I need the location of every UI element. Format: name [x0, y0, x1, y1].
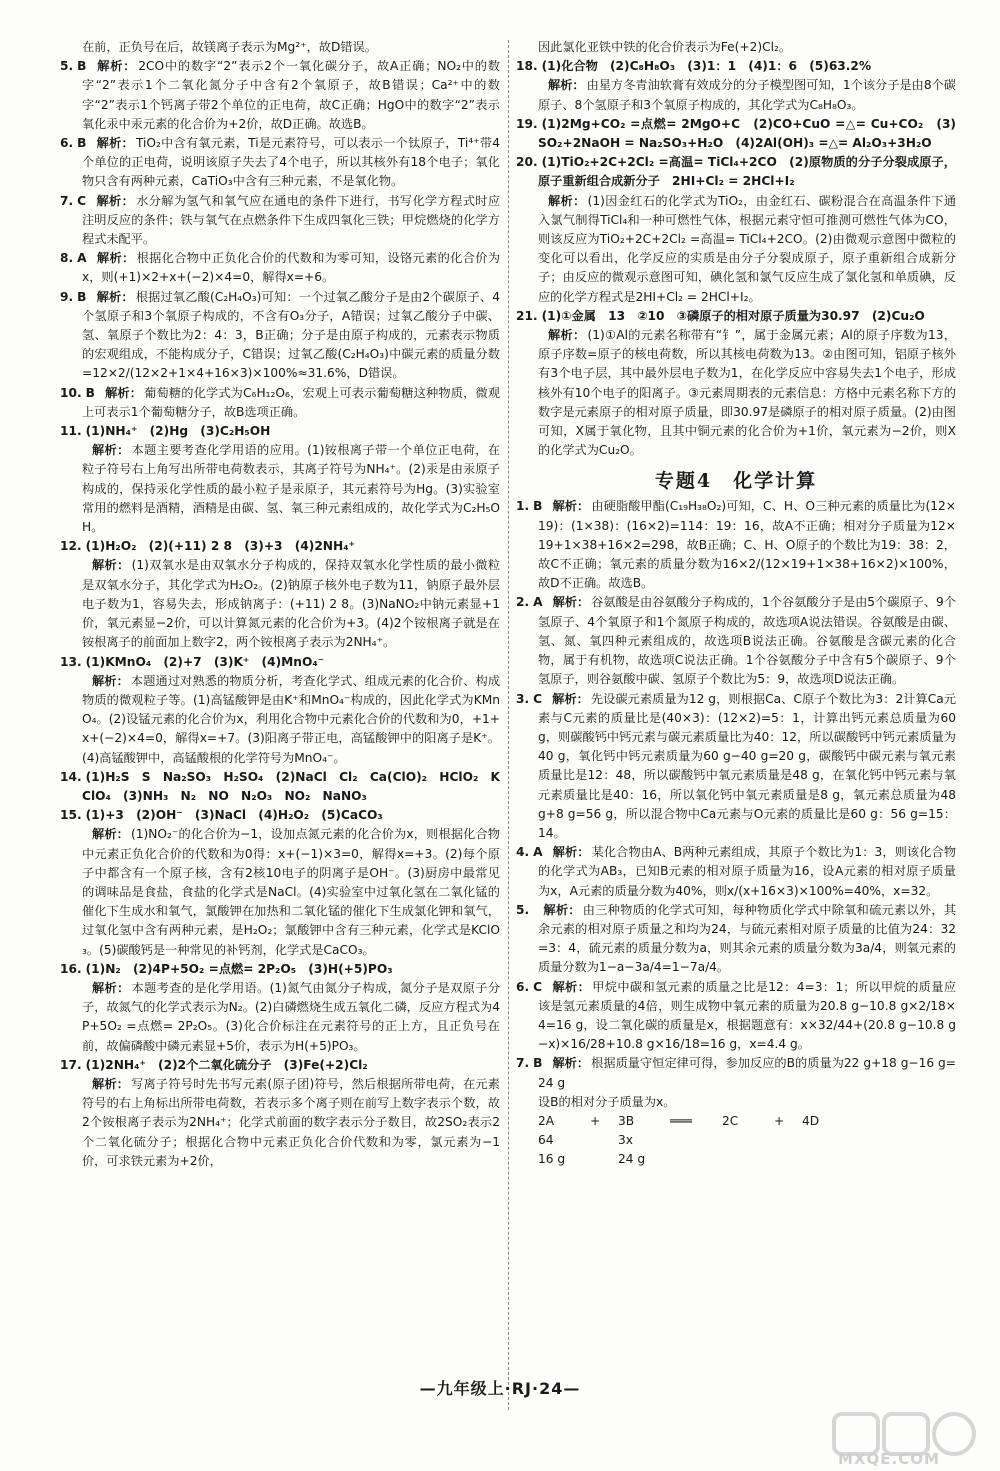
- right-column: [516, 38, 956, 1170]
- answer-entry: [60, 1056, 500, 1075]
- analysis-text: 写离子符号时先书写元素(原子团)符号，然后根据所带电荷，在元素符号的右上角标出所带电荷数，若表示多个离子则在前写上数字表示个数，故2个铵根离子表示为2NH₄⁺；化学式前面的数字表示分子数目，故2SO₂表示2个二氧化硫分子；根据化合物中元素正负化合价代数和为零，氯元素为−1价，可求铁元素为+2价，: [82, 1076, 500, 1168]
- answer-key: (1)TiO₂+2C+2Cl₂ =高温= TiCl₄+2CO (2)原物质的分子分裂成原子，原子重新组合成新分子 2HI+Cl₂ = 2HCl+I₂: [538, 155, 956, 189]
- answer-entry: [516, 901, 956, 978]
- analysis-label: 解析：: [96, 289, 134, 304]
- answer-entry: [516, 192, 956, 307]
- eq-term: +: [774, 1113, 785, 1128]
- analysis-text: (1)因金红石的化学式为TiO₂，由金红石、碳粉混合在高温条件下通入氯气制得TiCl₄和一种可燃性气体，根据元素守恒可推测可燃性气体为CO，则该反应为TiO₂+2C+2Cl₂ =高温= TiCl₄+2CO。(2)由微观示意图中微粒的变化可以看出，化学反应的实质是由分子分裂成原子，原子重新组合成新分子；由反应的微观示意图可知，碘化氢和氯气反应生成了氯化氢和单质碘，反应的化学方程式是2HI+Cl₂ = 2HCl+I₂。: [538, 193, 957, 304]
- answer-key: B: [77, 289, 87, 304]
- analysis-text: 谷氨酸是由谷氨酸分子构成的，1个谷氨酸分子是由5个碳原子、9个氢原子、4个氧原子和1个氮原子构成的，故选项A说法错误。谷氨酸是由碳、氢、氮、氧四种元素组成的，故选项B说法正确。谷氨酸是含碳元素的化合物，属于有机物，故选项C说法正确。1个谷氨酸分子中含有5个碳原子、9个氢原子，则谷氨酸中碳、氢原子个数比为5：9，故选项D说法正确。: [538, 595, 957, 687]
- answer-entry: [516, 1054, 956, 1092]
- answer-key: B: [533, 499, 543, 514]
- analysis-text: 根据质量守恒定律可得，参加反应的B的质量为22 g+18 g−16 g=24 g: [538, 1056, 957, 1090]
- question-number: 5.: [516, 902, 530, 917]
- answer-key: (1)2NH₄⁺ (2)2个二氧化硫分子 (3)Fe(+2)Cl₂: [85, 1057, 368, 1072]
- answer-key: B: [77, 59, 87, 74]
- analysis-label: 解析：: [92, 1076, 130, 1091]
- eq-term: 2C: [722, 1113, 739, 1128]
- calc-cell: 16 g: [538, 1152, 566, 1167]
- question-number: 6.: [60, 136, 74, 151]
- answer-key: (1)2Mg+CO₂ =点燃= 2MgO+C (2)CO+CuO =△= Cu+CO₂ (3)SO₂+2NaOH = Na₂SO₃+H₂O (4)2Al(OH)₃ =△= Al₂O₃+3H₂O: [538, 116, 956, 151]
- answer-entry: [60, 672, 500, 768]
- analysis-text: (1)NO₂⁻的化合价为−1，设加点氮元素的化合价为x，则根据化合物中元素正负化合价的代数和为0得：x+(−1)×3=0，解得x=+3。(2)每个原子中都含有一个原子核，含有2核10电子的阴离子是OH⁻。(3)厨房中最常见的调味品是食盐，食盐的化学式是NaCl。(4)实验室中过氧化氢在二氧化锰的催化下生成水和氧气，氯酸钾在加热和二氧化锰的催化下生成氯化钾和氧气，过氧化氢中含有两种元素，是H₂O₂；氯酸钾中含有三种元素，化学式是KClO₃。(5)碳酸钙是一种常见的补钙剂，化学式是CaCO₃。: [82, 827, 500, 957]
- answer-key: C: [533, 979, 543, 994]
- question-number: 5.: [60, 59, 74, 74]
- analysis-text: 水分解为氢气和氧气应在通电的条件下进行，书写化学方程式时应注明反应的条件；铁与氧气在点燃条件下生成四氧化三铁；甲烷燃烧的化学方程式未配平。: [82, 193, 501, 247]
- answer-key: B: [85, 385, 95, 400]
- answer-entry: [60, 1075, 500, 1171]
- answer-key: (1)H₂S S Na₂SO₃ H₂SO₄ (2)NaCl Cl₂ Ca(ClO)₂ HClO₂ KClO₄ (3)NH₃ N₂ NO N₂O₃ NO₂ NaNO₃: [82, 769, 500, 803]
- answer-key: (1)①金属 13 ②10 ③磷原子的相对原子质量为30.97 (2)Cu₂O: [541, 308, 925, 323]
- analysis-label: 解析：: [96, 251, 135, 266]
- answer-entry: [60, 57, 500, 134]
- section-title: 专题4 化学计算: [654, 470, 818, 493]
- analysis-text: 根据化合物中正负化合价的代数和为零可知，设铬元素的化合价为x，则(+1)×2+x+(−2)×4=0，解得x=+6。: [82, 251, 501, 285]
- eq-term: +: [590, 1113, 601, 1128]
- question-number: 19.: [516, 116, 538, 131]
- answer-entry: [516, 497, 956, 593]
- analysis-label: 解析：: [92, 980, 130, 995]
- question-number: 7.: [516, 1056, 530, 1071]
- question-number: 16.: [60, 961, 82, 976]
- analysis-label: 解析：: [104, 385, 143, 400]
- analysis-text: 葡萄糖的化学式为C₆H₁₂O₆，宏观上可表示葡萄糖这种物质，微观上可表示1个葡萄糖分子，故B选项正确。: [82, 385, 501, 419]
- analysis-text: 2CO中的数字“2”表示2个一氧化碳分子，故A正确；NO₂中的数字“2”表示1个二氧化氮分子中含有2个氧原子，故B错误；Ca²⁺中的数字“2”表示1个钙离子带2个单位的正电荷，故C正确；HgO中的数字“2”表示氧化汞中汞元素的化合价为+2价，故D正确。故选B。: [82, 59, 500, 131]
- answer-entry: [60, 768, 500, 806]
- answer-entry: [60, 441, 500, 537]
- calc-setup-line: 设B的相对分子质量为x。: [538, 1094, 676, 1109]
- answer-entry: [60, 979, 500, 1056]
- analysis-label: 解析：: [96, 193, 135, 208]
- analysis-text: 由星方冬青油软膏有效成分的分子模型图可知，1个该分子是由8个碳原子、8个氢原子和3个氧原子构成的，其化学式为C₈H₈O₃。: [538, 78, 956, 112]
- analysis-label: 解析：: [96, 136, 134, 151]
- column-divider: [508, 40, 509, 1410]
- answer-entry: [60, 134, 500, 192]
- answer-entry: [60, 422, 500, 441]
- analysis-label: 解析：: [548, 328, 586, 343]
- answer-entry: [60, 192, 500, 250]
- question-number: 6.: [516, 979, 530, 994]
- analysis-label: 解析：: [92, 673, 129, 688]
- answer-entry: [516, 153, 956, 191]
- answer-key: (1)+3 (2)OH⁻ (3)NaCl (4)H₂O₂ (5)CaCO₃: [85, 808, 383, 823]
- answer-key: C: [77, 193, 87, 208]
- analysis-text: TiO₂中含有氧元素，Ti是元素符号，可以表示一个钛原子，Ti⁴⁺带4个单位的正电荷，说明该原子失去了4个电子，所以其核外有18个电子；氧化物只含有两种元素，CaTiO₃中含有三种元素，不是氧化物。: [82, 136, 500, 189]
- answer-entry: [60, 556, 500, 652]
- analysis-label: 解析：: [548, 193, 586, 208]
- answer-key: (1)NH₄⁺ (2)Hg (3)C₂H₅OH: [85, 424, 271, 439]
- question-number: 17.: [60, 1057, 82, 1072]
- answer-key: B: [533, 1056, 543, 1071]
- analysis-text: 由硬脂酸甲酯(C₁₉H₃₈O₂)可知，C、H、O三种元素的质量比为(12×19)：(1×38)：(16×2)=114：19：16，故A不正确；相对分子质量为12×19+1×38+16×2=298，故B正确；C、H、O原子的个数比为19：38：2，故C不正确；氧元素的质量分数为16×2/(12×19+1×38+16×2)×100%，故D不正确。故选B。: [538, 499, 957, 591]
- analysis-text: 本题主要考查化学用语的应用。(1)铵根离子带一个单位正电荷，在粒子符号右上角写出所带电荷数表示，其离子符号为NH₄⁺。(2)汞是由汞原子构成的，保持汞化学性质的最小粒子是汞原子，其元素符号为Hg。(3)实验室常用的燃料是酒精，酒精是由碳、氢、氧三种元素组成的，故化学式为C₂H₅OH。: [82, 443, 501, 535]
- question-number: 2.: [516, 595, 530, 610]
- question-number: 3.: [516, 691, 530, 706]
- answer-entry: [60, 806, 500, 825]
- answer-entry: [60, 960, 500, 979]
- answer-entry: [516, 843, 956, 901]
- analysis-text: 在前，正负号在后，故镁离子表示为Mg²⁺，故D错误。: [82, 40, 377, 54]
- analysis-text: (1)双氧水是由双氧水分子构成的，保持双氧水化学性质的最小微粒是双氧水分子，其化学式为H₂O₂。(2)钠原子核外电子数为11，钠原子最外层电子数为1，容易失去，形成钠离子：(+11) 2 8。(3)NaNO₂中钠元素显+1价，氧元素显−2价，可以计算氮元素的化合价为+3。(4)2个铵根离子就是在铵根离子的前面加上数字2，两个铵根离子表示为2NH₄⁺。: [82, 558, 501, 650]
- answer-entry: [60, 825, 500, 959]
- analysis-label: 解析：: [96, 59, 137, 74]
- answer-entry: [516, 978, 956, 1055]
- question-number: 15.: [60, 808, 82, 823]
- analysis-label: 解析：: [552, 499, 590, 514]
- question-number: 21.: [516, 308, 538, 323]
- analysis-label: 解析：: [552, 1056, 590, 1071]
- question-number: 7.: [60, 193, 74, 208]
- question-number: 11.: [60, 424, 82, 439]
- analysis-text: 甲烷中碳和氢元素的质量之比是12：4=3：1；所以甲烷的质量应该是氢元素质量的4倍，则生成物中氧元素的质量为20.8 g−10.8 g×2/18×4=16 g，设二氧化碳的质量是x，根据题意有：x×32/44+(20.8 g−10.8 g−x)×16/28+10.8 g×16/18=16 g，x=4.4 g。: [538, 979, 957, 1052]
- analysis-label: 解析：: [552, 595, 590, 610]
- analysis-label: 解析：: [552, 979, 591, 994]
- analysis-text: 某化合物由A、B两种元素组成，其原子个数比为1：3，则该化合物的化学式为AB₃，已知B元素的相对原子质量为16，设A元素的相对原子质量为x，A元素的质量分数为40%，则x/(x+16×3)×100%=40%，x=32。: [538, 845, 957, 898]
- analysis-label: 解析：: [92, 558, 130, 573]
- analysis-text: (1)①Al的元素名称带有“钅”，属于金属元素；Al的原子序数为13，原子序数=原子的核电荷数，所以其核电荷数为13。②由图可知，铝原子核外有3个电子层，其中最外层电子数为1，在化学反应中容易失去1个电子，形成核外有10个电子的阳离子。③元素周期表的元素信息：方格中元素名称下方的数字是元素原子的相对原子质量，即30.97是磷原子的相对原子质量。(2)由图可知，X属于氧化物，且其中铜元素的化合价为+1价，氧元素为−2价，则X的化学式为Cu₂O。: [538, 328, 956, 458]
- question-number: 12.: [60, 539, 82, 554]
- calc-row-grams: [516, 1150, 956, 1169]
- answer-entry: [60, 384, 500, 422]
- analysis-text: 因此氯化亚铁中铁的化合价表示为Fe(+2)Cl₂。: [538, 40, 792, 54]
- answer-key: (1)KMnO₄ (2)+7 (3)K⁺ (4)MnO₄⁻: [85, 654, 325, 669]
- question-number: 1.: [516, 499, 530, 514]
- analysis-label: 解析：: [92, 827, 130, 842]
- answer-key: A: [533, 595, 543, 610]
- question-number: 13.: [60, 654, 82, 669]
- calc-cell: 24 g: [618, 1152, 646, 1167]
- answer-entry: [516, 76, 956, 114]
- answer-entry: [516, 326, 956, 460]
- analysis-label: 解析：: [92, 443, 130, 458]
- question-number: 20.: [516, 155, 538, 170]
- answer-entry: [60, 653, 500, 672]
- calc-cell: 64: [538, 1133, 554, 1148]
- eq-term: ═══: [670, 1113, 693, 1128]
- answer-key: A: [533, 845, 543, 860]
- answer-entry: [516, 115, 956, 153]
- analysis-text: 本题考查的是化学用语。(1)氮气由氮分子构成，氮分子是双原子分子，故氮气的化学式表示为N₂。(2)白磷燃烧生成五氧化二磷，反应方程式为4P+5O₂ =点燃= 2P₂O₅。(3)化合价标注在元素符号的正上方，且正负号在前，故偏磷酸中磷元素显+5价，表示为H(+5)PO₃。: [82, 980, 501, 1053]
- answer-key: A: [77, 251, 87, 266]
- eq-term: 2A: [538, 1113, 555, 1128]
- answer-entry: [60, 288, 500, 384]
- question-number: 9.: [60, 289, 74, 304]
- answer-key: B: [77, 136, 87, 151]
- analysis-label: 解析：: [552, 845, 590, 860]
- answer-entry: [516, 690, 956, 844]
- question-number: 14.: [60, 769, 82, 784]
- answer-entry: [516, 38, 956, 57]
- calc-cell: 3x: [618, 1133, 633, 1148]
- left-column: [60, 38, 500, 1171]
- eq-term: 4D: [802, 1113, 820, 1128]
- question-number: 18.: [516, 59, 538, 74]
- answer-key: C: [533, 691, 543, 706]
- answer-entry: [60, 38, 500, 57]
- question-number: 8.: [60, 251, 74, 266]
- answer-key: (1)化合物 (2)C₈H₈O₃ (3)1：1 (4)1：6 (5)63.2%: [541, 59, 872, 74]
- analysis-text: 根据过氧乙酸(C₂H₄O₃)可知：一个过氧乙酸分子是由2个碳原子、4个氢原子和3个氧原子构成的，不含有O₃分子，A错误；过氧乙酸分子中碳、氢、氧原子个数比为2：4：3，B正确；分子是由原子构成的，元素表示物质的宏观组成，不能构成分子，C错误；过氧乙酸(C₂H₄O₃)中碳元素的质量分数=12×2/(12×2+1×4+16×3)×100%≈31.6%，D错误。: [82, 289, 500, 381]
- analysis-label: 解析：: [548, 78, 585, 93]
- answer-entry: [60, 249, 500, 287]
- calc-row-mass: [516, 1131, 956, 1150]
- analysis-text: 先设碳元素质量为12 g，则根据Ca、C原子个数比为3：2计算Ca元素与C元素的质量比是(40×3)：(12×2)=5：1，计算出钙元素总质量为60 g，则碳酸钙中钙元素与碳元素质量比为40：12，所以碳酸钙中钙元素质量为40 g，氧化钙中钙元素质量为60 g−40 g=20 g，碳酸钙中碳元素与氧元素质量比是12：48，所以碳酸钙中氧元素质量是48 g，在氧化钙中钙元素与氧元素质量比是40：16，所以氧化钙中氧元素质量是8 g，氧元素总质量为48 g+8 g=56 g，所以混合物中Ca元素与O元素的质量比是60 g：56 g=15：14。: [538, 691, 957, 840]
- question-number: 4.: [516, 845, 530, 860]
- analysis-label: 解析：: [552, 691, 589, 706]
- answer-entry: [516, 593, 956, 689]
- watermark-url: MXQE.COM: [838, 1450, 940, 1468]
- question-number: 10.: [60, 385, 82, 400]
- analysis-text: 本题通过对熟悉的物质分析，考查化学式、组成元素的化合价、构成物质的微观粒子等。(1)高锰酸钾是由K⁺和MnO₄⁻构成的，因此化学式为KMnO₄。(2)设锰元素的化合价为x，利用化合物中元素化合价的代数和为0，+1+x+(−2)×4=0，解得x=+7。(3)阳离子带正电，高锰酸钾中的阳离子是K⁺。(4)高锰酸钾中，高锰酸根的化学符号为MnO₄⁻。: [82, 673, 501, 765]
- analysis-label: 解析：: [543, 902, 581, 917]
- page-footer: —九年级上·RJ·24—: [419, 1379, 581, 1398]
- answer-key: (1)H₂O₂ (2)(+11) 2 8 (3)+3 (4)2NH₄⁺: [85, 539, 355, 554]
- calc-equation: [516, 1112, 956, 1131]
- answer-entry: [516, 307, 956, 326]
- answer-entry: [60, 537, 500, 556]
- answer-entry: [516, 57, 956, 76]
- answer-key: (1)N₂ (2)4P+5O₂ =点燃= 2P₂O₅ (3)H(+5)PO₃: [85, 961, 393, 976]
- eq-term: 3B: [618, 1113, 635, 1128]
- analysis-text: 由三种物质的化学式可知，每种物质化学式中除氧和硫元素以外，其余元素的相对原子质量之和均为24，与硫元素相对原子质量的比值为24：32=3：4，硫元素的质量分数为a，则其余元素的质量分数为3a/4，则氧元素的质量分数为1−a−3a/4=1−7a/4。: [538, 902, 957, 975]
